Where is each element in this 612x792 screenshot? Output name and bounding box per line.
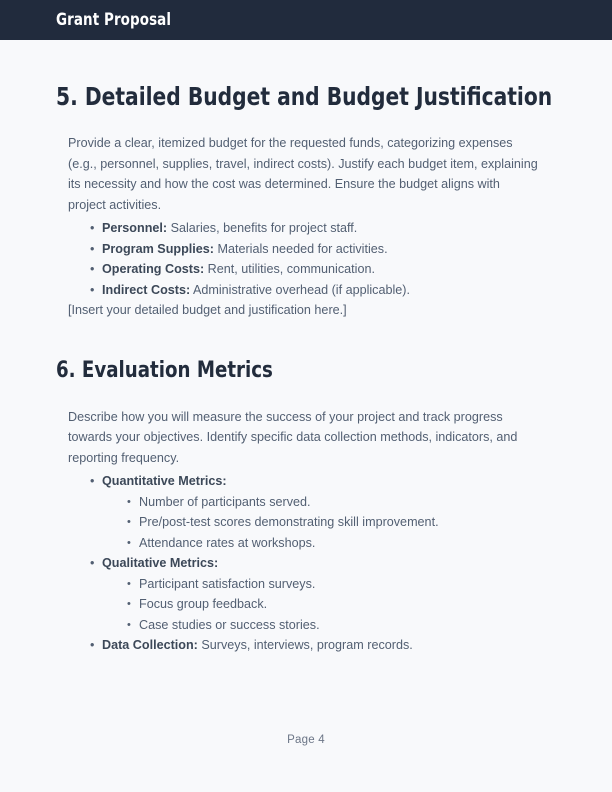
list-item-label: Data Collection:	[102, 638, 198, 652]
section-6-heading: 6. Evaluation Metrics	[56, 356, 273, 383]
list-item-label: Indirect Costs:	[102, 282, 191, 297]
sub-list-item-text: Focus group feedback.	[139, 597, 268, 611]
sub-list-item-text: Pre/post-test scores demonstrating skill improvement.	[139, 515, 439, 529]
document-content	[0, 40, 612, 656]
sub-list-item-text: Case studies or success stories.	[139, 617, 320, 632]
section-5-paragraph: Provide a clear, itemized budget for the requested funds, categorizing expenses (e.g., personnel, supplies, travel, indirect costs). Justify each budget item, explaining its necessity and how the cost was determined. Ensure the budget aligns with project activities.	[68, 136, 538, 212]
document-header	[0, 0, 612, 40]
page-footer	[0, 730, 612, 748]
list-item	[90, 218, 556, 239]
section-5-heading: 5. Detailed Budget and Budget Justification	[56, 82, 553, 111]
sub-bullet-list	[102, 492, 556, 554]
section-5-insert-placeholder: [Insert your detailed budget and justification here.]	[68, 303, 347, 317]
sub-list-item	[127, 594, 556, 615]
sub-list-item	[127, 533, 556, 554]
list-item-label: Program Supplies:	[102, 241, 214, 256]
document-title: Grant Proposal	[56, 10, 172, 30]
list-item-label: Qualitative Metrics:	[102, 556, 219, 570]
list-item-text: Materials needed for activities.	[213, 241, 388, 256]
sub-list-item	[127, 574, 556, 595]
sub-list-item	[127, 512, 556, 533]
list-item-text: Surveys, interviews, program records.	[197, 638, 413, 652]
list-item	[90, 635, 556, 656]
sub-bullet-list	[102, 574, 556, 636]
list-item-label: Personnel:	[102, 221, 168, 235]
list-item-label: Operating Costs:	[102, 262, 205, 276]
list-item	[90, 239, 556, 260]
page-number: Page 4	[287, 734, 325, 746]
list-item-text: Administrative overhead (if applicable).	[190, 282, 410, 297]
list-item-text: Rent, utilities, communication.	[204, 262, 375, 276]
sub-list-item	[127, 615, 556, 636]
list-item	[90, 280, 556, 301]
list-item-text: Salaries, benefits for project staff.	[167, 221, 358, 235]
section-6-bullet-list	[56, 471, 556, 656]
section-6-paragraph: Describe how you will measure the success of your project and track progress towards your objectives. Identify specific data collection methods, indicators, and reporting frequency.	[68, 409, 518, 465]
section-5-bullet-list	[56, 218, 556, 300]
sub-list-item-text: Attendance rates at workshops.	[139, 535, 316, 550]
list-item	[90, 553, 556, 635]
list-item	[90, 471, 556, 553]
sub-list-item-text: Participant satisfaction surveys.	[139, 576, 316, 591]
sub-list-item	[127, 492, 556, 513]
list-item	[90, 259, 556, 280]
sub-list-item-text: Number of participants served.	[139, 494, 311, 509]
list-item-label: Quantitative Metrics:	[102, 474, 227, 488]
